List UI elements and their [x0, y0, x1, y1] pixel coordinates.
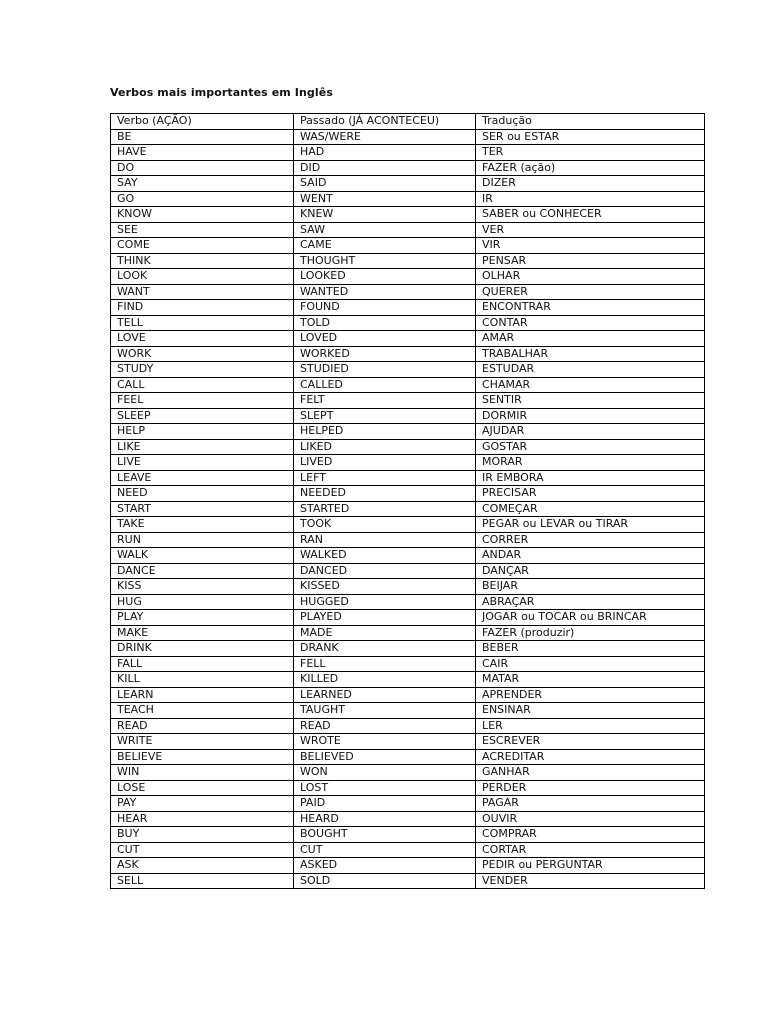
- past-cell: TOOK: [294, 517, 476, 533]
- table-row: [111, 284, 705, 300]
- table-row: [111, 145, 705, 161]
- table-row: [111, 160, 705, 176]
- verb-cell: HELP: [111, 424, 294, 440]
- table-row: [111, 501, 705, 517]
- verb-cell: PAY: [111, 796, 294, 812]
- verb-cell: BE: [111, 129, 294, 145]
- verb-cell: CUT: [111, 842, 294, 858]
- table-row: [111, 207, 705, 223]
- verb-cell: WORK: [111, 346, 294, 362]
- translation-cell: AJUDAR: [476, 424, 705, 440]
- table-row: [111, 176, 705, 192]
- table-row: [111, 548, 705, 564]
- verb-cell: BUY: [111, 827, 294, 843]
- translation-cell: COMPRAR: [476, 827, 705, 843]
- verb-cell: FIND: [111, 300, 294, 316]
- verb-cell: HUG: [111, 594, 294, 610]
- table-row: [111, 408, 705, 424]
- past-cell: CAME: [294, 238, 476, 254]
- table-row: [111, 191, 705, 207]
- verb-cell: LIKE: [111, 439, 294, 455]
- table-row: [111, 811, 705, 827]
- header-verb: Verbo (AÇÃO): [111, 114, 294, 130]
- translation-cell: OUVIR: [476, 811, 705, 827]
- verbs-table-body: [111, 114, 705, 889]
- translation-cell: AMAR: [476, 331, 705, 347]
- verb-cell: ASK: [111, 858, 294, 874]
- page-title: Verbos mais importantes em Inglês: [110, 86, 333, 99]
- translation-cell: MATAR: [476, 672, 705, 688]
- past-cell: SLEPT: [294, 408, 476, 424]
- verb-cell: LOVE: [111, 331, 294, 347]
- table-row: [111, 470, 705, 486]
- translation-cell: ENCONTRAR: [476, 300, 705, 316]
- verb-cell: START: [111, 501, 294, 517]
- translation-cell: DANÇAR: [476, 563, 705, 579]
- table-row: [111, 346, 705, 362]
- table-row: [111, 377, 705, 393]
- past-cell: STUDIED: [294, 362, 476, 378]
- translation-cell: GANHAR: [476, 765, 705, 781]
- past-cell: HUGGED: [294, 594, 476, 610]
- table-row: [111, 222, 705, 238]
- past-cell: LEARNED: [294, 687, 476, 703]
- verb-cell: KILL: [111, 672, 294, 688]
- table-row: [111, 424, 705, 440]
- translation-cell: ENSINAR: [476, 703, 705, 719]
- header-past: Passado (JÁ ACONTECEU): [294, 114, 476, 130]
- translation-cell: ESCREVER: [476, 734, 705, 750]
- past-cell: NEEDED: [294, 486, 476, 502]
- past-cell: LIVED: [294, 455, 476, 471]
- table-row: [111, 703, 705, 719]
- verb-cell: FALL: [111, 656, 294, 672]
- translation-cell: CAIR: [476, 656, 705, 672]
- table-row: [111, 253, 705, 269]
- table-row: [111, 129, 705, 145]
- translation-cell: SER ou ESTAR: [476, 129, 705, 145]
- verb-cell: KNOW: [111, 207, 294, 223]
- verbs-table: [110, 113, 705, 889]
- table-row: [111, 734, 705, 750]
- verb-cell: GO: [111, 191, 294, 207]
- translation-cell: ESTUDAR: [476, 362, 705, 378]
- past-cell: WORKED: [294, 346, 476, 362]
- translation-cell: PAGAR: [476, 796, 705, 812]
- past-cell: LOVED: [294, 331, 476, 347]
- translation-cell: PEGAR ou LEVAR ou TIRAR: [476, 517, 705, 533]
- translation-cell: CHAMAR: [476, 377, 705, 393]
- table-row: [111, 300, 705, 316]
- past-cell: BOUGHT: [294, 827, 476, 843]
- past-cell: CALLED: [294, 377, 476, 393]
- past-cell: WENT: [294, 191, 476, 207]
- translation-cell: BEBER: [476, 641, 705, 657]
- table-row: [111, 563, 705, 579]
- verb-cell: LIVE: [111, 455, 294, 471]
- verb-cell: WANT: [111, 284, 294, 300]
- verb-cell: LEAVE: [111, 470, 294, 486]
- past-cell: KNEW: [294, 207, 476, 223]
- past-cell: WROTE: [294, 734, 476, 750]
- past-cell: WAS/WERE: [294, 129, 476, 145]
- table-row: [111, 780, 705, 796]
- translation-cell: PENSAR: [476, 253, 705, 269]
- translation-cell: JOGAR ou TOCAR ou BRINCAR: [476, 610, 705, 626]
- verb-cell: SAY: [111, 176, 294, 192]
- translation-cell: ABRAÇAR: [476, 594, 705, 610]
- verb-cell: HAVE: [111, 145, 294, 161]
- verb-cell: WIN: [111, 765, 294, 781]
- verb-cell: THINK: [111, 253, 294, 269]
- table-row: [111, 873, 705, 889]
- translation-cell: PRECISAR: [476, 486, 705, 502]
- verb-cell: LOOK: [111, 269, 294, 285]
- verb-cell: PLAY: [111, 610, 294, 626]
- table-row: [111, 439, 705, 455]
- past-cell: RAN: [294, 532, 476, 548]
- table-row: [111, 393, 705, 409]
- past-cell: LOOKED: [294, 269, 476, 285]
- verb-cell: LEARN: [111, 687, 294, 703]
- past-cell: DID: [294, 160, 476, 176]
- past-cell: HAD: [294, 145, 476, 161]
- translation-cell: TRABALHAR: [476, 346, 705, 362]
- verb-cell: SELL: [111, 873, 294, 889]
- translation-cell: CONTAR: [476, 315, 705, 331]
- verb-cell: COME: [111, 238, 294, 254]
- table-row: [111, 749, 705, 765]
- past-cell: READ: [294, 718, 476, 734]
- translation-cell: VER: [476, 222, 705, 238]
- translation-cell: VENDER: [476, 873, 705, 889]
- table-row: [111, 641, 705, 657]
- translation-cell: BEIJAR: [476, 579, 705, 595]
- past-cell: FELT: [294, 393, 476, 409]
- verb-cell: LOSE: [111, 780, 294, 796]
- translation-cell: SABER ou CONHECER: [476, 207, 705, 223]
- verb-cell: WRITE: [111, 734, 294, 750]
- past-cell: WALKED: [294, 548, 476, 564]
- past-cell: DANCED: [294, 563, 476, 579]
- verb-cell: DO: [111, 160, 294, 176]
- translation-cell: DIZER: [476, 176, 705, 192]
- translation-cell: IR: [476, 191, 705, 207]
- table-row: [111, 765, 705, 781]
- translation-cell: ACREDITAR: [476, 749, 705, 765]
- past-cell: STARTED: [294, 501, 476, 517]
- verb-cell: WALK: [111, 548, 294, 564]
- past-cell: SOLD: [294, 873, 476, 889]
- translation-cell: PERDER: [476, 780, 705, 796]
- table-row: [111, 842, 705, 858]
- past-cell: KISSED: [294, 579, 476, 595]
- past-cell: LIKED: [294, 439, 476, 455]
- translation-cell: FAZER (ação): [476, 160, 705, 176]
- table-row: [111, 579, 705, 595]
- verb-cell: BELIEVE: [111, 749, 294, 765]
- table-row: [111, 269, 705, 285]
- translation-cell: QUERER: [476, 284, 705, 300]
- table-row: [111, 687, 705, 703]
- translation-cell: CORTAR: [476, 842, 705, 858]
- table-row: [111, 625, 705, 641]
- translation-cell: DORMIR: [476, 408, 705, 424]
- past-cell: THOUGHT: [294, 253, 476, 269]
- table-row: [111, 455, 705, 471]
- past-cell: FOUND: [294, 300, 476, 316]
- table-row: [111, 858, 705, 874]
- table-row: [111, 672, 705, 688]
- table-row: [111, 656, 705, 672]
- past-cell: HELPED: [294, 424, 476, 440]
- table-row: [111, 796, 705, 812]
- header-translation: Tradução: [476, 114, 705, 130]
- verb-cell: READ: [111, 718, 294, 734]
- translation-cell: SENTIR: [476, 393, 705, 409]
- table-row: [111, 362, 705, 378]
- verb-cell: DANCE: [111, 563, 294, 579]
- table-row: [111, 827, 705, 843]
- verb-cell: FEEL: [111, 393, 294, 409]
- translation-cell: MORAR: [476, 455, 705, 471]
- past-cell: TOLD: [294, 315, 476, 331]
- translation-cell: APRENDER: [476, 687, 705, 703]
- translation-cell: VIR: [476, 238, 705, 254]
- verb-cell: NEED: [111, 486, 294, 502]
- past-cell: PLAYED: [294, 610, 476, 626]
- translation-cell: LER: [476, 718, 705, 734]
- verb-cell: SLEEP: [111, 408, 294, 424]
- verb-cell: DRINK: [111, 641, 294, 657]
- table-row: [111, 517, 705, 533]
- translation-cell: CORRER: [476, 532, 705, 548]
- table-row: [111, 486, 705, 502]
- translation-cell: PEDIR ou PERGUNTAR: [476, 858, 705, 874]
- past-cell: ASKED: [294, 858, 476, 874]
- verb-cell: TELL: [111, 315, 294, 331]
- table-row: [111, 315, 705, 331]
- past-cell: PAID: [294, 796, 476, 812]
- verb-cell: MAKE: [111, 625, 294, 641]
- verb-cell: TAKE: [111, 517, 294, 533]
- past-cell: TAUGHT: [294, 703, 476, 719]
- verb-cell: KISS: [111, 579, 294, 595]
- translation-cell: COMEÇAR: [476, 501, 705, 517]
- table-row: [111, 532, 705, 548]
- table-row: [111, 238, 705, 254]
- translation-cell: OLHAR: [476, 269, 705, 285]
- past-cell: MADE: [294, 625, 476, 641]
- past-cell: LEFT: [294, 470, 476, 486]
- past-cell: HEARD: [294, 811, 476, 827]
- translation-cell: FAZER (produzir): [476, 625, 705, 641]
- past-cell: SAID: [294, 176, 476, 192]
- translation-cell: TER: [476, 145, 705, 161]
- table-header-row: [111, 114, 705, 130]
- verb-cell: HEAR: [111, 811, 294, 827]
- past-cell: CUT: [294, 842, 476, 858]
- past-cell: WON: [294, 765, 476, 781]
- verb-cell: STUDY: [111, 362, 294, 378]
- past-cell: SAW: [294, 222, 476, 238]
- past-cell: DRANK: [294, 641, 476, 657]
- past-cell: BELIEVED: [294, 749, 476, 765]
- table-row: [111, 331, 705, 347]
- table-row: [111, 718, 705, 734]
- table-row: [111, 610, 705, 626]
- past-cell: KILLED: [294, 672, 476, 688]
- verb-cell: CALL: [111, 377, 294, 393]
- past-cell: LOST: [294, 780, 476, 796]
- verb-cell: SEE: [111, 222, 294, 238]
- verb-cell: RUN: [111, 532, 294, 548]
- table-row: [111, 594, 705, 610]
- verb-cell: TEACH: [111, 703, 294, 719]
- translation-cell: GOSTAR: [476, 439, 705, 455]
- past-cell: FELL: [294, 656, 476, 672]
- past-cell: WANTED: [294, 284, 476, 300]
- translation-cell: ANDAR: [476, 548, 705, 564]
- translation-cell: IR EMBORA: [476, 470, 705, 486]
